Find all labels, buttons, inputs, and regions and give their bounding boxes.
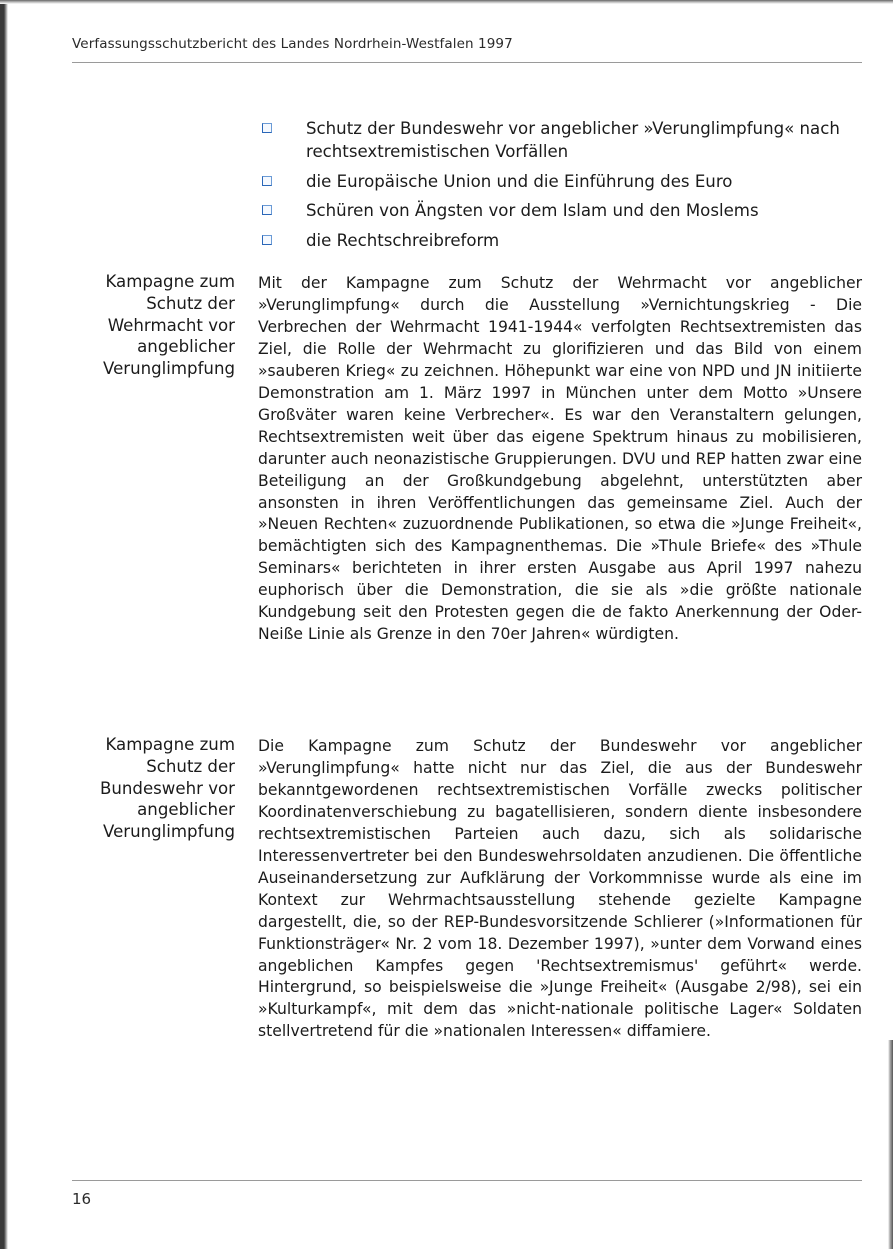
list-item-text: Schüren von Ängsten vor dem Islam und den Moslems	[306, 201, 759, 221]
paragraph-wehrmacht: Mit der Kampagne zum Schutz der Wehrmacht vor angeblicher »Verunglimpfung« durch die Ausstellung »Vernichtungskrieg - Die Verbrechen der Wehrmacht 1941-1944« verfolgten Rechtsextremisten das Ziel, die Rolle der Wehrmacht zu glorifizieren und das Bild von einem »sauberen Krieg« zu zeichnen. Höhepunkt war eine von NPD und JN initiierte Demonstration am 1. März 1997 in München unter dem Motto »Unsere Großväter waren keine Verbrecher«. Es war den Veranstaltern gelungen, Rechtsextremisten weit über das eigene Spektrum hinaus zu mobilisieren, darunter auch neonazistische Gruppierungen. DVU und REP hatten zwar eine Beteiligung an der Großkundgebung abgelehnt, unterstützten aber ansonsten in ihren Veröffentlichungen das gemeinsame Ziel. Auch der »Neuen Rechten« zuzuordnende Publikationen, so etwa die »Junge Freiheit«, bemächtigten sich des Kampagnenthemas. Die »Thule Briefe« des »Thule Seminars« berichteten in ihrer ersten Ausgabe aus April 1997 nahezu euphorisch über die Demonstration, die sie als »die größte nationale Kundgebung seit den Protesten gegen die de fakto Anerkennung der Oder-Neiße Linie als Grenze in den 70er Jahren« würdigten.	[258, 274, 862, 644]
list-item-text: Schutz der Bundeswehr vor angeblicher »Verunglimpfung« nach rechtsextremistischen Vorfällen	[306, 119, 840, 161]
page-number: 16	[72, 1190, 92, 1208]
list-item	[262, 171, 862, 194]
list-item	[262, 230, 862, 253]
checkbox-bullet-icon	[262, 123, 272, 133]
list-item-text: die Rechtschreibreform	[306, 231, 500, 251]
header-divider	[72, 62, 862, 63]
footer-divider	[72, 1180, 862, 1181]
paragraph-bundeswehr: Die Kampagne zum Schutz der Bundeswehr vor angeblicher »Verunglimpfung« hatte nicht nur das Ziel, die aus der Bundeswehr bekanntgewordenen rechtsextremistischen Vorfälle zwecks politischer Koordinatenverschiebung zu bagatellisieren, sondern diente insbesondere rechtsextremistischen Parteien auch dazu, sich als solidarische Interessenvertreter bei den Bundeswehrsoldaten anzudienen. Die öffentliche Auseinandersetzung zur Aufklärung der Vorkommnisse wurde als eine im Kontext zur Wehrmachtsausstellung stehende gezielte Kampagne dargestellt, die, so der REP-Bundesvorsitzende Schlierer (»Informationen für Funktionsträger« Nr. 2 vom 18. Dezember 1997), »unter dem Vorwand eines angeblichen Kampfes gegen 'Rechtsextremismus' geführt« werde. Hintergrund, so beispielsweise die »Junge Freiheit« (Ausgabe 2/98), sei ein »Kulturkampf«, mit dem das »nicht-nationale politische Lager« Soldaten stellvertretend für die »nationalen Interessen« diffamiere.	[258, 737, 862, 1041]
scan-edge-left	[0, 0, 8, 1249]
checkbox-bullet-icon	[262, 235, 272, 245]
list-item	[262, 118, 862, 164]
margin-note-wehrmacht: Kampagne zum Schutz der Wehrmacht vor angeblicher Verunglimpfung	[103, 272, 235, 379]
running-header: Verfassungsschutzbericht des Landes Nordrhein-Westfalen 1997	[72, 36, 513, 52]
topic-list	[262, 118, 862, 260]
list-item-text: die Europäische Union und die Einführung des Euro	[306, 171, 733, 191]
checkbox-bullet-icon	[262, 176, 272, 186]
scan-edge-right	[888, 1040, 893, 1249]
checkbox-bullet-icon	[262, 205, 272, 215]
scan-edge-top	[0, 0, 893, 4]
list-item	[262, 200, 862, 223]
margin-note-bundeswehr: Kampagne zum Schutz der Bundeswehr vor angeblicher Verunglimpfung	[100, 735, 235, 842]
